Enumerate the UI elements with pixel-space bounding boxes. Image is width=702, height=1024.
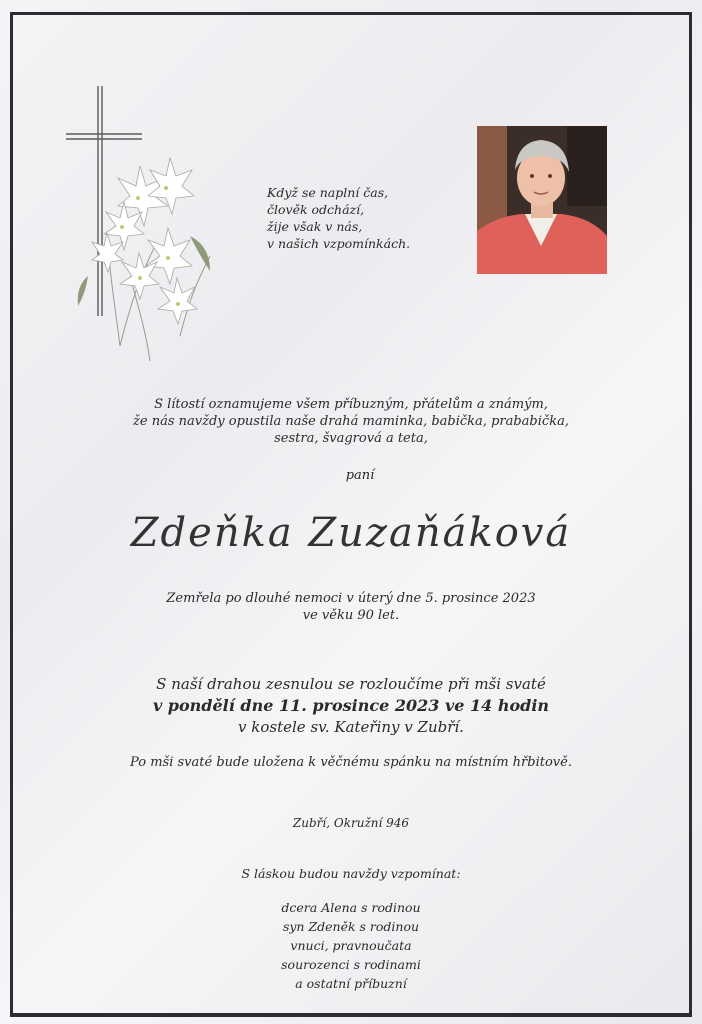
- funeral-line: S naší drahou zesnulou se rozloučíme při mši svaté: [156, 675, 546, 693]
- mourner: a ostatní příbuzní: [295, 976, 407, 991]
- cross-with-lilies-icon: [60, 86, 220, 366]
- memorial-verse: [267, 184, 410, 252]
- mourner: syn Zdeněk s rodinou: [282, 919, 420, 934]
- remembrance-heading: S láskou budou navždy vzpomínat:: [241, 866, 461, 881]
- mourner: vnuci, pravnoučata: [290, 938, 412, 953]
- announcement-text: [10, 396, 692, 447]
- funeral-date: v pondělí dne 11. prosince 2023 ve 14 hodin: [152, 696, 550, 715]
- verse-line: v našich vzpomínkách.: [267, 236, 411, 251]
- announcement-line: že nás navždy opustila naše drahá maminka, babička, prababička,: [133, 414, 569, 429]
- funeral-info: [10, 674, 692, 738]
- mourners-list: [10, 898, 692, 993]
- mourner: sourozenci s rodinami: [281, 957, 421, 972]
- mourner: dcera Alena s rodinou: [281, 900, 421, 915]
- verse-line: žije však v nás,: [267, 219, 363, 234]
- address: Zubří, Okružní 946: [292, 816, 410, 830]
- verse-line: člověk odchází,: [267, 202, 365, 217]
- verse-line: Když se naplní čas,: [267, 185, 389, 200]
- portrait-photo: [477, 126, 607, 274]
- announcement-line: sestra, švagrová a teta,: [274, 431, 428, 446]
- death-line: ve věku 90 let.: [302, 608, 400, 623]
- funeral-location: v kostele sv. Kateřiny v Zubří.: [238, 718, 464, 736]
- salutation: paní: [345, 468, 375, 483]
- deceased-name: Zdeňka Zuzaňáková: [130, 510, 572, 556]
- death-details: [10, 590, 692, 624]
- burial-info: Po mši svaté bude uložena k věčnému spánku na místním hřbitově.: [130, 755, 572, 770]
- announcement-line: S lítostí oznamujeme všem příbuzným, přátelům a známým,: [154, 397, 548, 412]
- death-line: Zemřela po dlouhé nemoci v úterý dne 5. prosince 2023: [166, 591, 536, 606]
